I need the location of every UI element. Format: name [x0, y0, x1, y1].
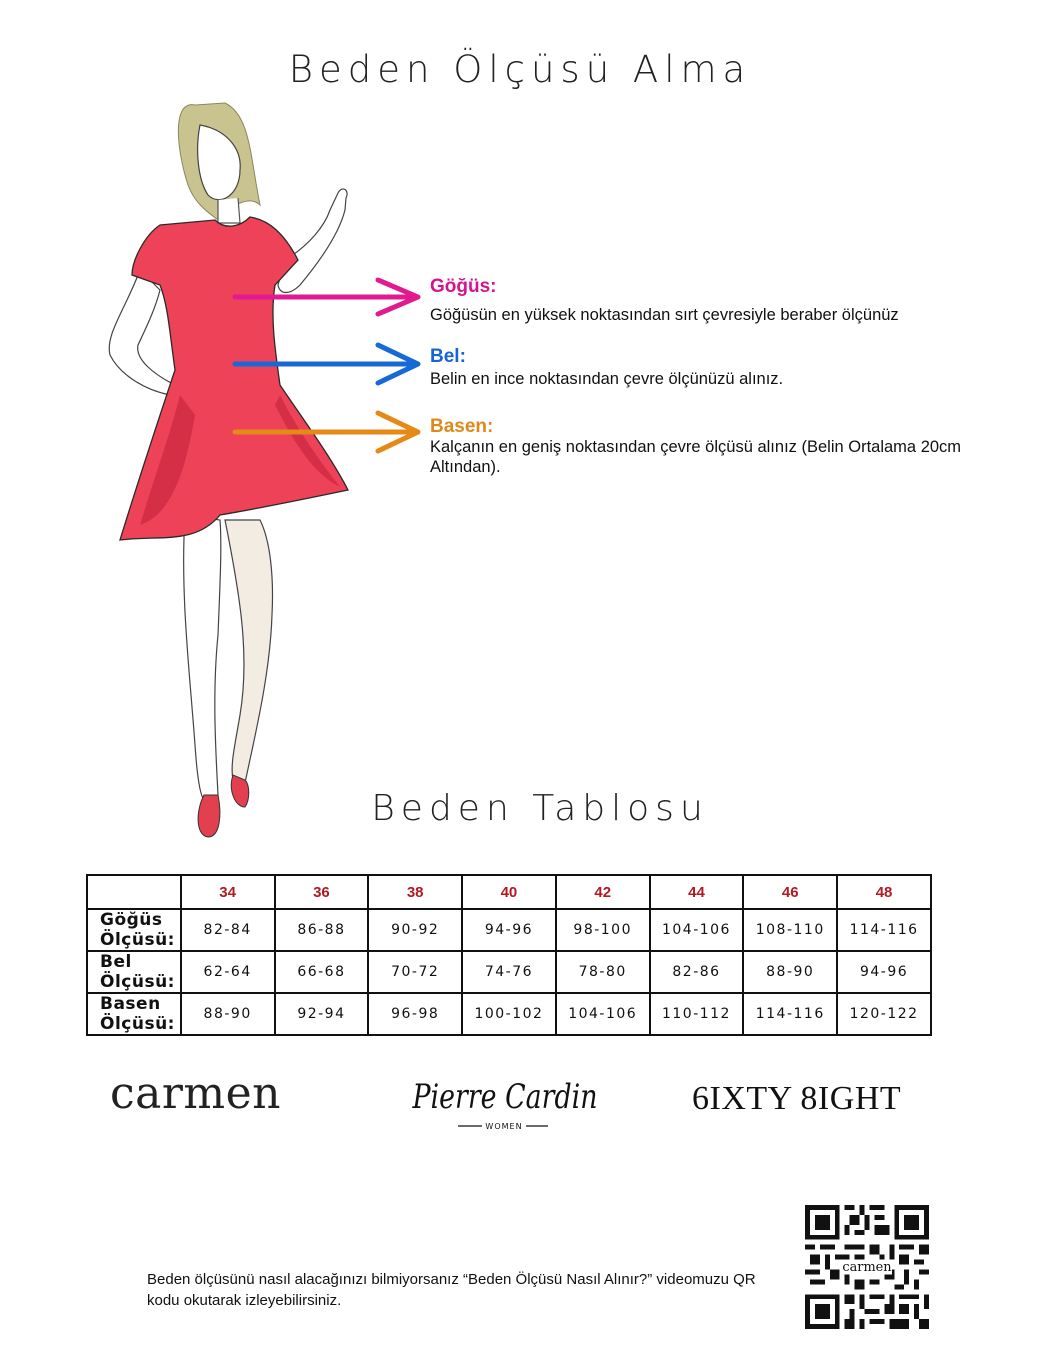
table-cell: 92-94: [275, 993, 369, 1035]
size-table-title: Beden Tablosu: [371, 788, 709, 829]
size-header: 44: [650, 875, 744, 909]
corner-cell: [87, 875, 181, 909]
size-header: 40: [462, 875, 556, 909]
pierre-cardin-logo: [410, 1064, 610, 1136]
size-header: 36: [275, 875, 369, 909]
qr-code-label: carmen: [842, 1259, 892, 1275]
size-header: 48: [837, 875, 931, 909]
page-title: Beden Ölçüsü Alma: [288, 48, 752, 91]
carmen-logo-text: carmen: [110, 1068, 282, 1119]
table-row: [87, 909, 931, 951]
neck-shape: [218, 198, 240, 223]
dress-figure-illustration: [100, 95, 360, 845]
right-leg: [225, 520, 273, 783]
table-cell: 120-122: [837, 993, 931, 1035]
chest-arrow-icon: [230, 272, 430, 322]
chest-description: Göğüsün en yüksek noktasından sırt çevresiyle beraber ölçünüz: [430, 306, 899, 324]
size-header: 34: [181, 875, 275, 909]
size-table: [86, 874, 932, 1036]
table-cell: 66-68: [275, 951, 369, 993]
row-label: Göğüs Ölçüsü:: [87, 909, 181, 951]
table-cell: 110-112: [650, 993, 744, 1035]
waist-label: Bel:: [430, 346, 466, 367]
qr-code-icon[interactable]: [805, 1205, 929, 1329]
table-cell: 82-86: [650, 951, 744, 993]
table-cell: 82-84: [181, 909, 275, 951]
table-cell: 62-64: [181, 951, 275, 993]
size-header-row: [87, 875, 931, 909]
row-label: Bel Ölçüsü:: [87, 951, 181, 993]
size-header: 42: [556, 875, 650, 909]
waist-description: Belin en ince noktasından çevre ölçünüzü alınız.: [430, 370, 784, 388]
pierre-cardin-sub-text: WOMEN: [485, 1122, 523, 1131]
table-cell: 96-98: [368, 993, 462, 1035]
left-leg: [184, 515, 221, 800]
table-cell: 88-90: [743, 951, 837, 993]
carmen-logo: [110, 1068, 281, 1119]
hip-label: Basen:: [430, 416, 494, 437]
table-row: [87, 951, 931, 993]
waist-arrow-icon: [230, 340, 430, 390]
table-cell: 100-102: [462, 993, 556, 1035]
table-cell: 114-116: [743, 993, 837, 1035]
row-label: Basen Ölçüsü:: [87, 993, 181, 1035]
table-cell: 74-76: [462, 951, 556, 993]
chest-label: Göğüs:: [430, 276, 497, 297]
hip-description: Kalçanın en geniş noktasından çevre ölçüsü alınız (Belin Ortalama 20cm Altından).: [430, 438, 962, 476]
table-cell: 88-90: [181, 993, 275, 1035]
table-cell: 104-106: [556, 993, 650, 1035]
table-cell: 104-106: [650, 909, 744, 951]
qr-note-text: Beden ölçüsünü nasıl alacağınızı bilmiyorsanız “Beden Ölçüsü Nasıl Alınır?” videomuzu QR kodu okutarak izleyebilirsiniz.: [147, 1271, 756, 1309]
table-cell: 108-110: [743, 909, 837, 951]
table-cell: 98-100: [556, 909, 650, 951]
table-cell: 114-116: [837, 909, 931, 951]
table-cell: 70-72: [368, 951, 462, 993]
size-header: 46: [743, 875, 837, 909]
hip-arrow-icon: [230, 408, 430, 458]
table-cell: 86-88: [275, 909, 369, 951]
sixty-eight-logo: 6IXTY 8IGHT: [692, 1080, 902, 1117]
table-cell: 94-96: [837, 951, 931, 993]
table-cell: 94-96: [462, 909, 556, 951]
size-header: 38: [368, 875, 462, 909]
table-cell: 78-80: [556, 951, 650, 993]
table-row: [87, 993, 931, 1035]
pierre-cardin-logo-text: Pierre Cardin: [411, 1077, 598, 1117]
table-cell: 90-92: [368, 909, 462, 951]
